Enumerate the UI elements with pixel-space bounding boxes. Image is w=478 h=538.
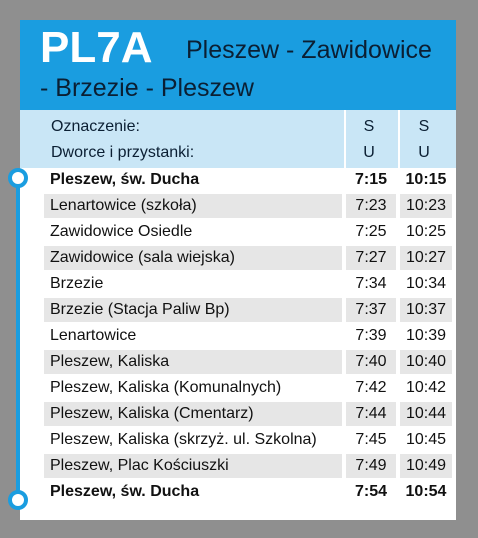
column-2-code-top: S	[418, 118, 430, 135]
table-row	[20, 246, 456, 270]
departure-time-1: 7:34	[355, 275, 387, 292]
table-row	[20, 454, 456, 478]
table-row	[20, 194, 456, 218]
route-line	[16, 176, 20, 502]
stop-name: Pleszew, Kaliska (skrzyż. ul. Szkolna)	[50, 431, 317, 448]
departure-time-1: 7:15	[354, 171, 388, 188]
route-code: PL7A	[40, 23, 153, 72]
departure-time-1: 7:40	[346, 350, 396, 374]
table-row	[20, 272, 456, 296]
departure-time-1: 7:45	[355, 431, 387, 448]
departure-time-1: 7:27	[346, 246, 396, 270]
column-divider	[398, 110, 400, 168]
departure-time-2: 10:40	[400, 350, 452, 374]
stop-name: Brzezie	[50, 275, 104, 292]
marking-label: Oznaczenie:	[51, 118, 140, 135]
departure-time-2: 10:42	[405, 379, 447, 396]
departure-time-2: 10:45	[405, 431, 447, 448]
route-name-line1: Pleszew - Zawidowice	[186, 36, 432, 64]
departure-time-2: 10:49	[400, 454, 452, 478]
table-row	[20, 298, 456, 322]
stop-name: Pleszew, Kaliska	[44, 350, 342, 374]
table-row	[20, 168, 456, 192]
column-divider	[344, 110, 346, 168]
end-stop-dot-icon	[8, 490, 28, 510]
stops-label: Dworce i przystanki:	[51, 144, 195, 161]
departure-time-2: 10:37	[400, 298, 452, 322]
departure-time-1: 7:54	[354, 483, 388, 500]
departure-time-2: 10:27	[400, 246, 452, 270]
stop-name: Pleszew, Kaliska (Cmentarz)	[44, 402, 342, 426]
departure-time-2: 10:15	[405, 171, 447, 188]
table-row	[20, 350, 456, 374]
table-row	[20, 220, 456, 244]
stop-name: Pleszew, św. Ducha	[50, 171, 200, 188]
table-row	[20, 376, 456, 400]
table-row	[20, 428, 456, 452]
stop-name: Lenartowice	[50, 327, 137, 344]
table-row	[20, 324, 456, 348]
departure-time-1: 7:49	[346, 454, 396, 478]
start-stop-dot-icon	[8, 168, 28, 188]
departure-time-2: 10:44	[400, 402, 452, 426]
departure-time-2: 10:23	[400, 194, 452, 218]
stop-name: Zawidowice Osiedle	[50, 223, 193, 240]
table-row	[20, 402, 456, 426]
route-name-line2: - Brzezie - Pleszew	[40, 74, 254, 102]
stop-name: Brzezie (Stacja Paliw Bp)	[44, 298, 342, 322]
column-1-code-top: S	[363, 118, 375, 135]
departure-time-2: 10:34	[405, 275, 447, 292]
departure-time-2: 10:39	[405, 327, 447, 344]
departure-time-1: 7:37	[346, 298, 396, 322]
departure-time-2: 10:54	[405, 483, 447, 500]
stop-name: Pleszew, Plac Kościuszki	[44, 454, 342, 478]
departure-time-1: 7:25	[355, 223, 387, 240]
departure-time-2: 10:25	[405, 223, 447, 240]
departure-time-1: 7:23	[346, 194, 396, 218]
column-1-code-bottom: U	[363, 144, 375, 161]
stop-name: Lenartowice (szkoła)	[44, 194, 342, 218]
table-row	[20, 480, 456, 504]
departure-time-1: 7:44	[346, 402, 396, 426]
stop-name: Pleszew, Kaliska (Komunalnych)	[50, 379, 282, 396]
departure-time-1: 7:39	[355, 327, 387, 344]
departure-time-1: 7:42	[355, 379, 387, 396]
column-2-code-bottom: U	[418, 144, 430, 161]
stop-name: Pleszew, św. Ducha	[50, 483, 200, 500]
stop-name: Zawidowice (sala wiejska)	[44, 246, 342, 270]
